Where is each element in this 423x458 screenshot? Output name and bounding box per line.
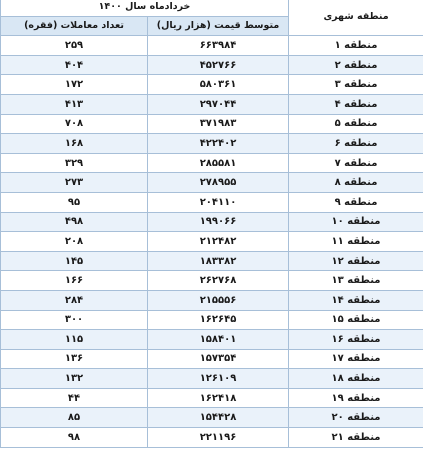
region-cell: منطقه ۲۰ <box>289 408 423 428</box>
table-row <box>1 251 423 271</box>
table-row <box>1 349 423 369</box>
region-cell: منطقه ۵ <box>289 114 423 134</box>
avg-price-cell: ۴۵۲۷۶۶ <box>148 55 289 75</box>
avg-price-cell: ۲۲۱۱۹۶ <box>148 428 289 448</box>
region-cell: منطقه ۱۳ <box>289 271 423 291</box>
avg-price-cell: ۱۸۳۳۸۲ <box>148 251 289 271</box>
table-row <box>1 192 423 212</box>
table-row <box>1 134 423 154</box>
transactions-cell: ۲۷۳ <box>1 173 148 193</box>
transactions-cell: ۴۰۴ <box>1 55 148 75</box>
region-cell: منطقه ۱۸ <box>289 369 423 389</box>
table-row <box>1 310 423 330</box>
table-row <box>1 330 423 350</box>
region-cell: منطقه ۱۷ <box>289 349 423 369</box>
transactions-cell: ۲۰۸ <box>1 232 148 252</box>
region-cell: منطقه ۱۹ <box>289 388 423 408</box>
avg-price-cell: ۲۶۲۷۶۸ <box>148 271 289 291</box>
table-row <box>1 290 423 310</box>
avg-price-cell: ۶۶۳۹۸۴ <box>148 36 289 56</box>
region-cell: منطقه ۱۰ <box>289 212 423 232</box>
table-row <box>1 369 423 389</box>
table-row <box>1 388 423 408</box>
region-cell: منطقه ۴ <box>289 94 423 114</box>
avg-price-cell: ۴۲۲۴۰۲ <box>148 134 289 154</box>
table-body <box>1 36 423 447</box>
transactions-cell: ۴۴ <box>1 388 148 408</box>
avg-price-cell: ۲۰۴۱۱۰ <box>148 192 289 212</box>
region-cell: منطقه ۹ <box>289 192 423 212</box>
region-cell: منطقه ۷ <box>289 153 423 173</box>
transactions-cell: ۴۱۳ <box>1 94 148 114</box>
avg-price-cell: ۲۹۷۰۴۴ <box>148 94 289 114</box>
avg-price-cell: ۱۹۹۰۶۶ <box>148 212 289 232</box>
transactions-cell: ۱۶۸ <box>1 134 148 154</box>
region-cell: منطقه ۱۲ <box>289 251 423 271</box>
table-row <box>1 232 423 252</box>
transactions-cell: ۱۴۵ <box>1 251 148 271</box>
transactions-cell: ۲۸۴ <box>1 290 148 310</box>
region-cell: منطقه ۸ <box>289 173 423 193</box>
avg-price-cell: ۱۶۲۴۱۸ <box>148 388 289 408</box>
avg-price-cell: ۱۵۷۳۵۴ <box>148 349 289 369</box>
transactions-cell: ۹۸ <box>1 428 148 448</box>
table-row <box>1 173 423 193</box>
table-row <box>1 271 423 291</box>
region-cell: منطقه ۳ <box>289 75 423 95</box>
transactions-cell: ۱۶۶ <box>1 271 148 291</box>
period-header: خردادماه سال ۱۴۰۰ <box>1 0 289 16</box>
region-cell: منطقه ۱ <box>289 36 423 56</box>
transactions-cell: ۱۱۵ <box>1 330 148 350</box>
avg-price-cell: ۱۵۸۴۰۱ <box>148 330 289 350</box>
table-row <box>1 94 423 114</box>
table-row <box>1 114 423 134</box>
avg-price-cell: ۲۱۲۴۸۲ <box>148 232 289 252</box>
transactions-cell: ۲۵۹ <box>1 36 148 56</box>
avg-price-cell: ۳۷۱۹۸۳ <box>148 114 289 134</box>
region-cell: منطقه ۱۱ <box>289 232 423 252</box>
region-cell: منطقه ۶ <box>289 134 423 154</box>
region-cell: منطقه ۲ <box>289 55 423 75</box>
transactions-cell: ۷۰۸ <box>1 114 148 134</box>
avg-price-cell: ۲۸۵۵۸۱ <box>148 153 289 173</box>
transactions-column-header: تعداد معاملات (فقره) <box>1 16 148 36</box>
avg-price-cell: ۲۱۵۵۵۶ <box>148 290 289 310</box>
region-cell: منطقه ۱۴ <box>289 290 423 310</box>
avg-price-cell: ۵۸۰۳۶۱ <box>148 75 289 95</box>
transactions-cell: ۹۵ <box>1 192 148 212</box>
transactions-cell: ۱۳۶ <box>1 349 148 369</box>
period-header-row <box>1 0 423 16</box>
avg-price-column-header: متوسط قیمت (هزار ریال) <box>148 16 289 36</box>
table-row <box>1 408 423 428</box>
transactions-cell: ۳۰۰ <box>1 310 148 330</box>
region-cell: منطقه ۱۶ <box>289 330 423 350</box>
table-row <box>1 153 423 173</box>
avg-price-cell: ۱۵۴۴۲۸ <box>148 408 289 428</box>
table-row <box>1 36 423 56</box>
table-row <box>1 212 423 232</box>
transactions-cell: ۸۵ <box>1 408 148 428</box>
transactions-cell: ۳۲۹ <box>1 153 148 173</box>
region-column-header: منطقه شهری <box>289 0 423 36</box>
transactions-cell: ۱۷۲ <box>1 75 148 95</box>
table-row <box>1 55 423 75</box>
transactions-cell: ۴۹۸ <box>1 212 148 232</box>
region-cell: منطقه ۱۵ <box>289 310 423 330</box>
region-cell: منطقه ۲۱ <box>289 428 423 448</box>
transactions-cell: ۱۳۲ <box>1 369 148 389</box>
avg-price-cell: ۲۷۸۹۵۵ <box>148 173 289 193</box>
table-row <box>1 428 423 448</box>
table-row <box>1 75 423 95</box>
avg-price-cell: ۱۲۶۱۰۹ <box>148 369 289 389</box>
avg-price-cell: ۱۶۲۶۴۵ <box>148 310 289 330</box>
